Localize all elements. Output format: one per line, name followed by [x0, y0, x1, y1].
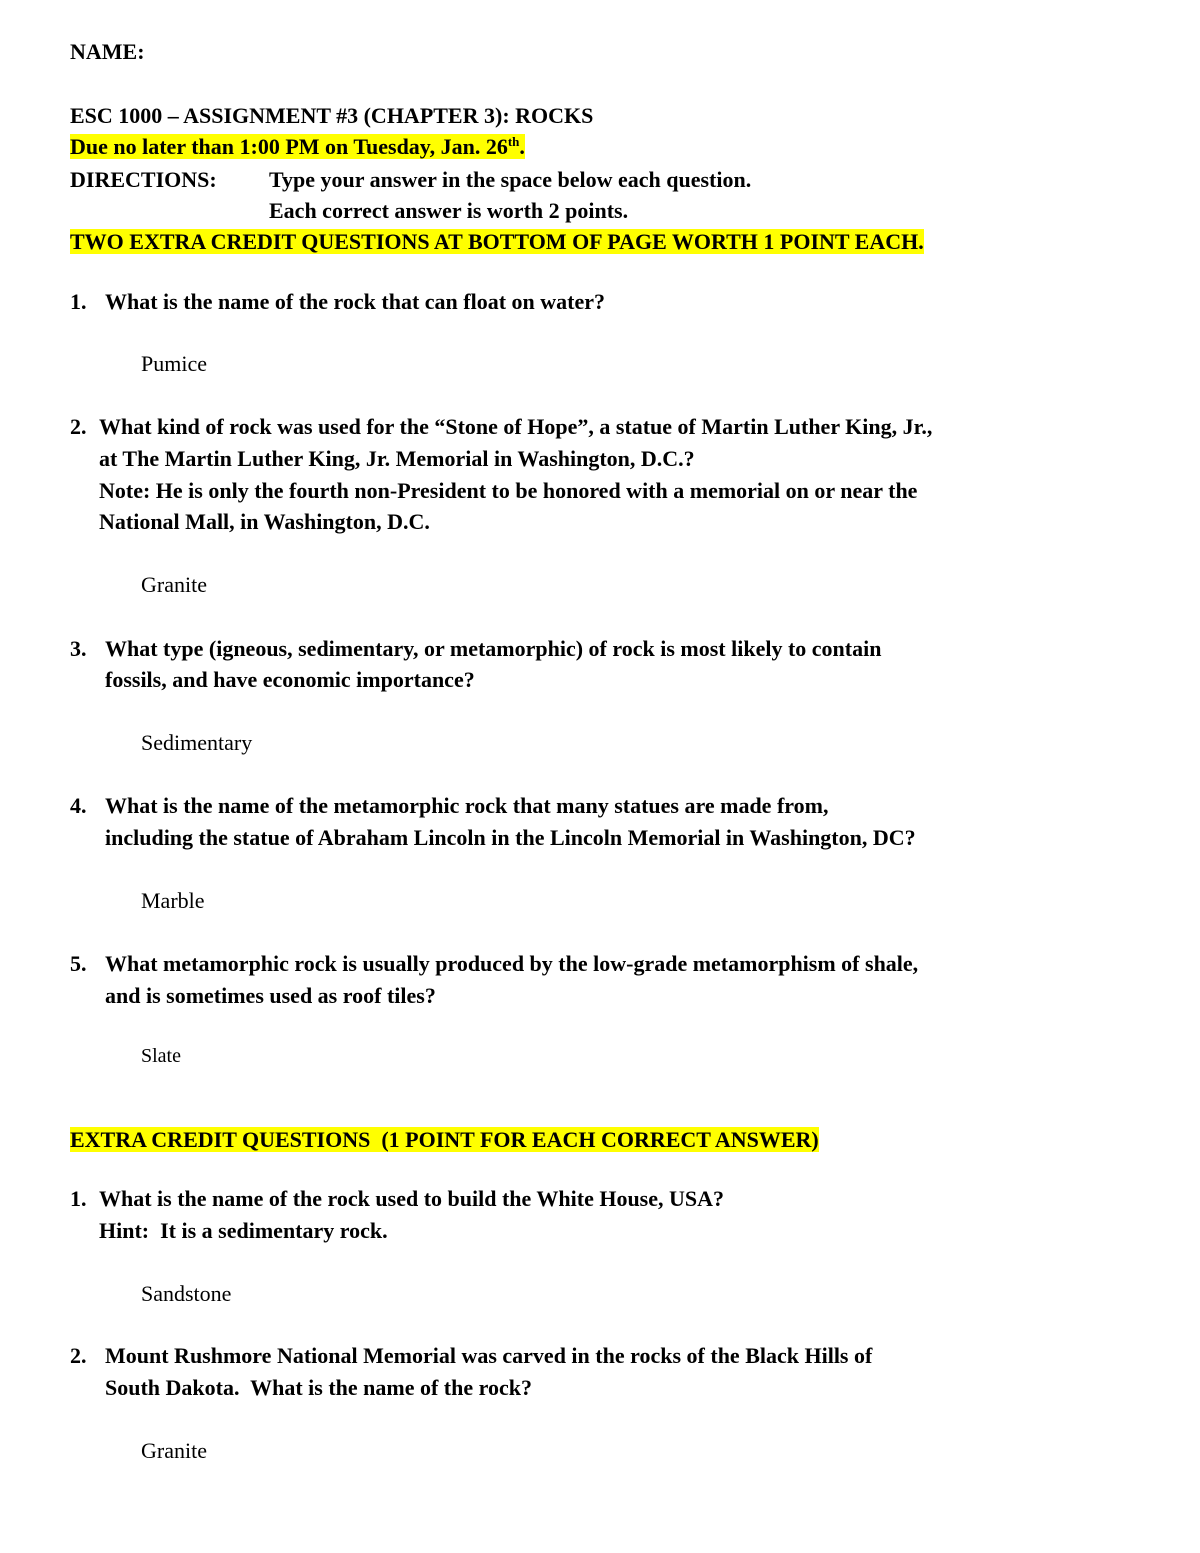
question-text: What metamorphic rock is usually produced by the low-grade metamorphism of shale, — [105, 951, 919, 976]
answer-5[interactable]: Slate — [141, 1045, 181, 1067]
question-number: 1. — [70, 289, 87, 314]
answer-2[interactable]: Granite — [141, 572, 207, 597]
extra-answer-2[interactable]: Granite — [141, 1438, 207, 1463]
due-date-period: . — [519, 134, 525, 159]
question-text: and is sometimes used as roof tiles? — [105, 983, 436, 1008]
question-text: at The Martin Luther King, Jr. Memorial in Washington, D.C.? — [99, 446, 695, 471]
question-number: 2. — [70, 414, 87, 439]
answer-1[interactable]: Pumice — [141, 351, 207, 376]
question-text: including the statue of Abraham Lincoln in the Lincoln Memorial in Washington, DC? — [105, 825, 916, 850]
question-text: Mount Rushmore National Memorial was carved in the rocks of the Black Hills of — [105, 1343, 873, 1368]
question-number: 3. — [70, 636, 87, 661]
question-hint: Hint: It is a sedimentary rock. — [99, 1218, 388, 1243]
extra-credit-heading — [70, 1126, 819, 1154]
question-text: fossils, and have economic importance? — [105, 667, 475, 692]
question-text: What type (igneous, sedimentary, or metamorphic) of rock is most likely to contain — [105, 636, 882, 661]
question-note: National Mall, in Washington, D.C. — [99, 509, 430, 534]
directions-line-1: Type your answer in the space below each question. — [269, 167, 752, 192]
extra-credit-notice-text: TWO EXTRA CREDIT QUESTIONS AT BOTTOM OF PAGE WORTH 1 POINT EACH. — [70, 229, 924, 254]
extra-question-1 — [70, 1185, 724, 1213]
assignment-title: ESC 1000 – ASSIGNMENT #3 (CHAPTER 3): ROCKS — [70, 103, 594, 128]
question-note: Note: He is only the fourth non-President to be honored with a memorial on or near the — [99, 478, 918, 503]
question-3 — [70, 635, 881, 663]
directions-line-2: Each correct answer is worth 2 points. — [269, 198, 629, 223]
question-text: South Dakota. What is the name of the rock? — [105, 1375, 532, 1400]
question-2 — [70, 413, 932, 441]
question-1 — [70, 288, 605, 316]
due-date-suffix: th — [507, 134, 520, 149]
name-label: NAME: — [70, 39, 145, 64]
question-text: What kind of rock was used for the “Stone of Hope”, a statue of Martin Luther King, Jr., — [99, 414, 933, 439]
question-5 — [70, 950, 918, 978]
question-text: What is the name of the metamorphic rock that many statues are made from, — [105, 793, 829, 818]
extra-credit-notice — [70, 228, 924, 256]
question-number: 2. — [70, 1343, 87, 1368]
answer-3[interactable]: Sedimentary — [141, 730, 253, 755]
question-text: What is the name of the rock that can float on water? — [105, 289, 606, 314]
due-date-text: Due no later than 1:00 PM on Tuesday, Jan. 26 — [70, 134, 508, 159]
question-number: 5. — [70, 951, 87, 976]
extra-question-2 — [70, 1342, 872, 1370]
directions-label: DIRECTIONS: — [70, 167, 217, 192]
question-4 — [70, 792, 828, 820]
question-number: 1. — [70, 1186, 87, 1211]
extra-answer-1[interactable]: Sandstone — [141, 1281, 232, 1306]
extra-credit-heading-text: EXTRA CREDIT QUESTIONS (1 POINT FOR EACH CORRECT ANSWER) — [70, 1127, 819, 1152]
due-date-line — [70, 133, 525, 161]
question-number: 4. — [70, 793, 87, 818]
answer-4[interactable]: Marble — [141, 888, 205, 913]
question-text: What is the name of the rock used to build the White House, USA? — [99, 1186, 725, 1211]
